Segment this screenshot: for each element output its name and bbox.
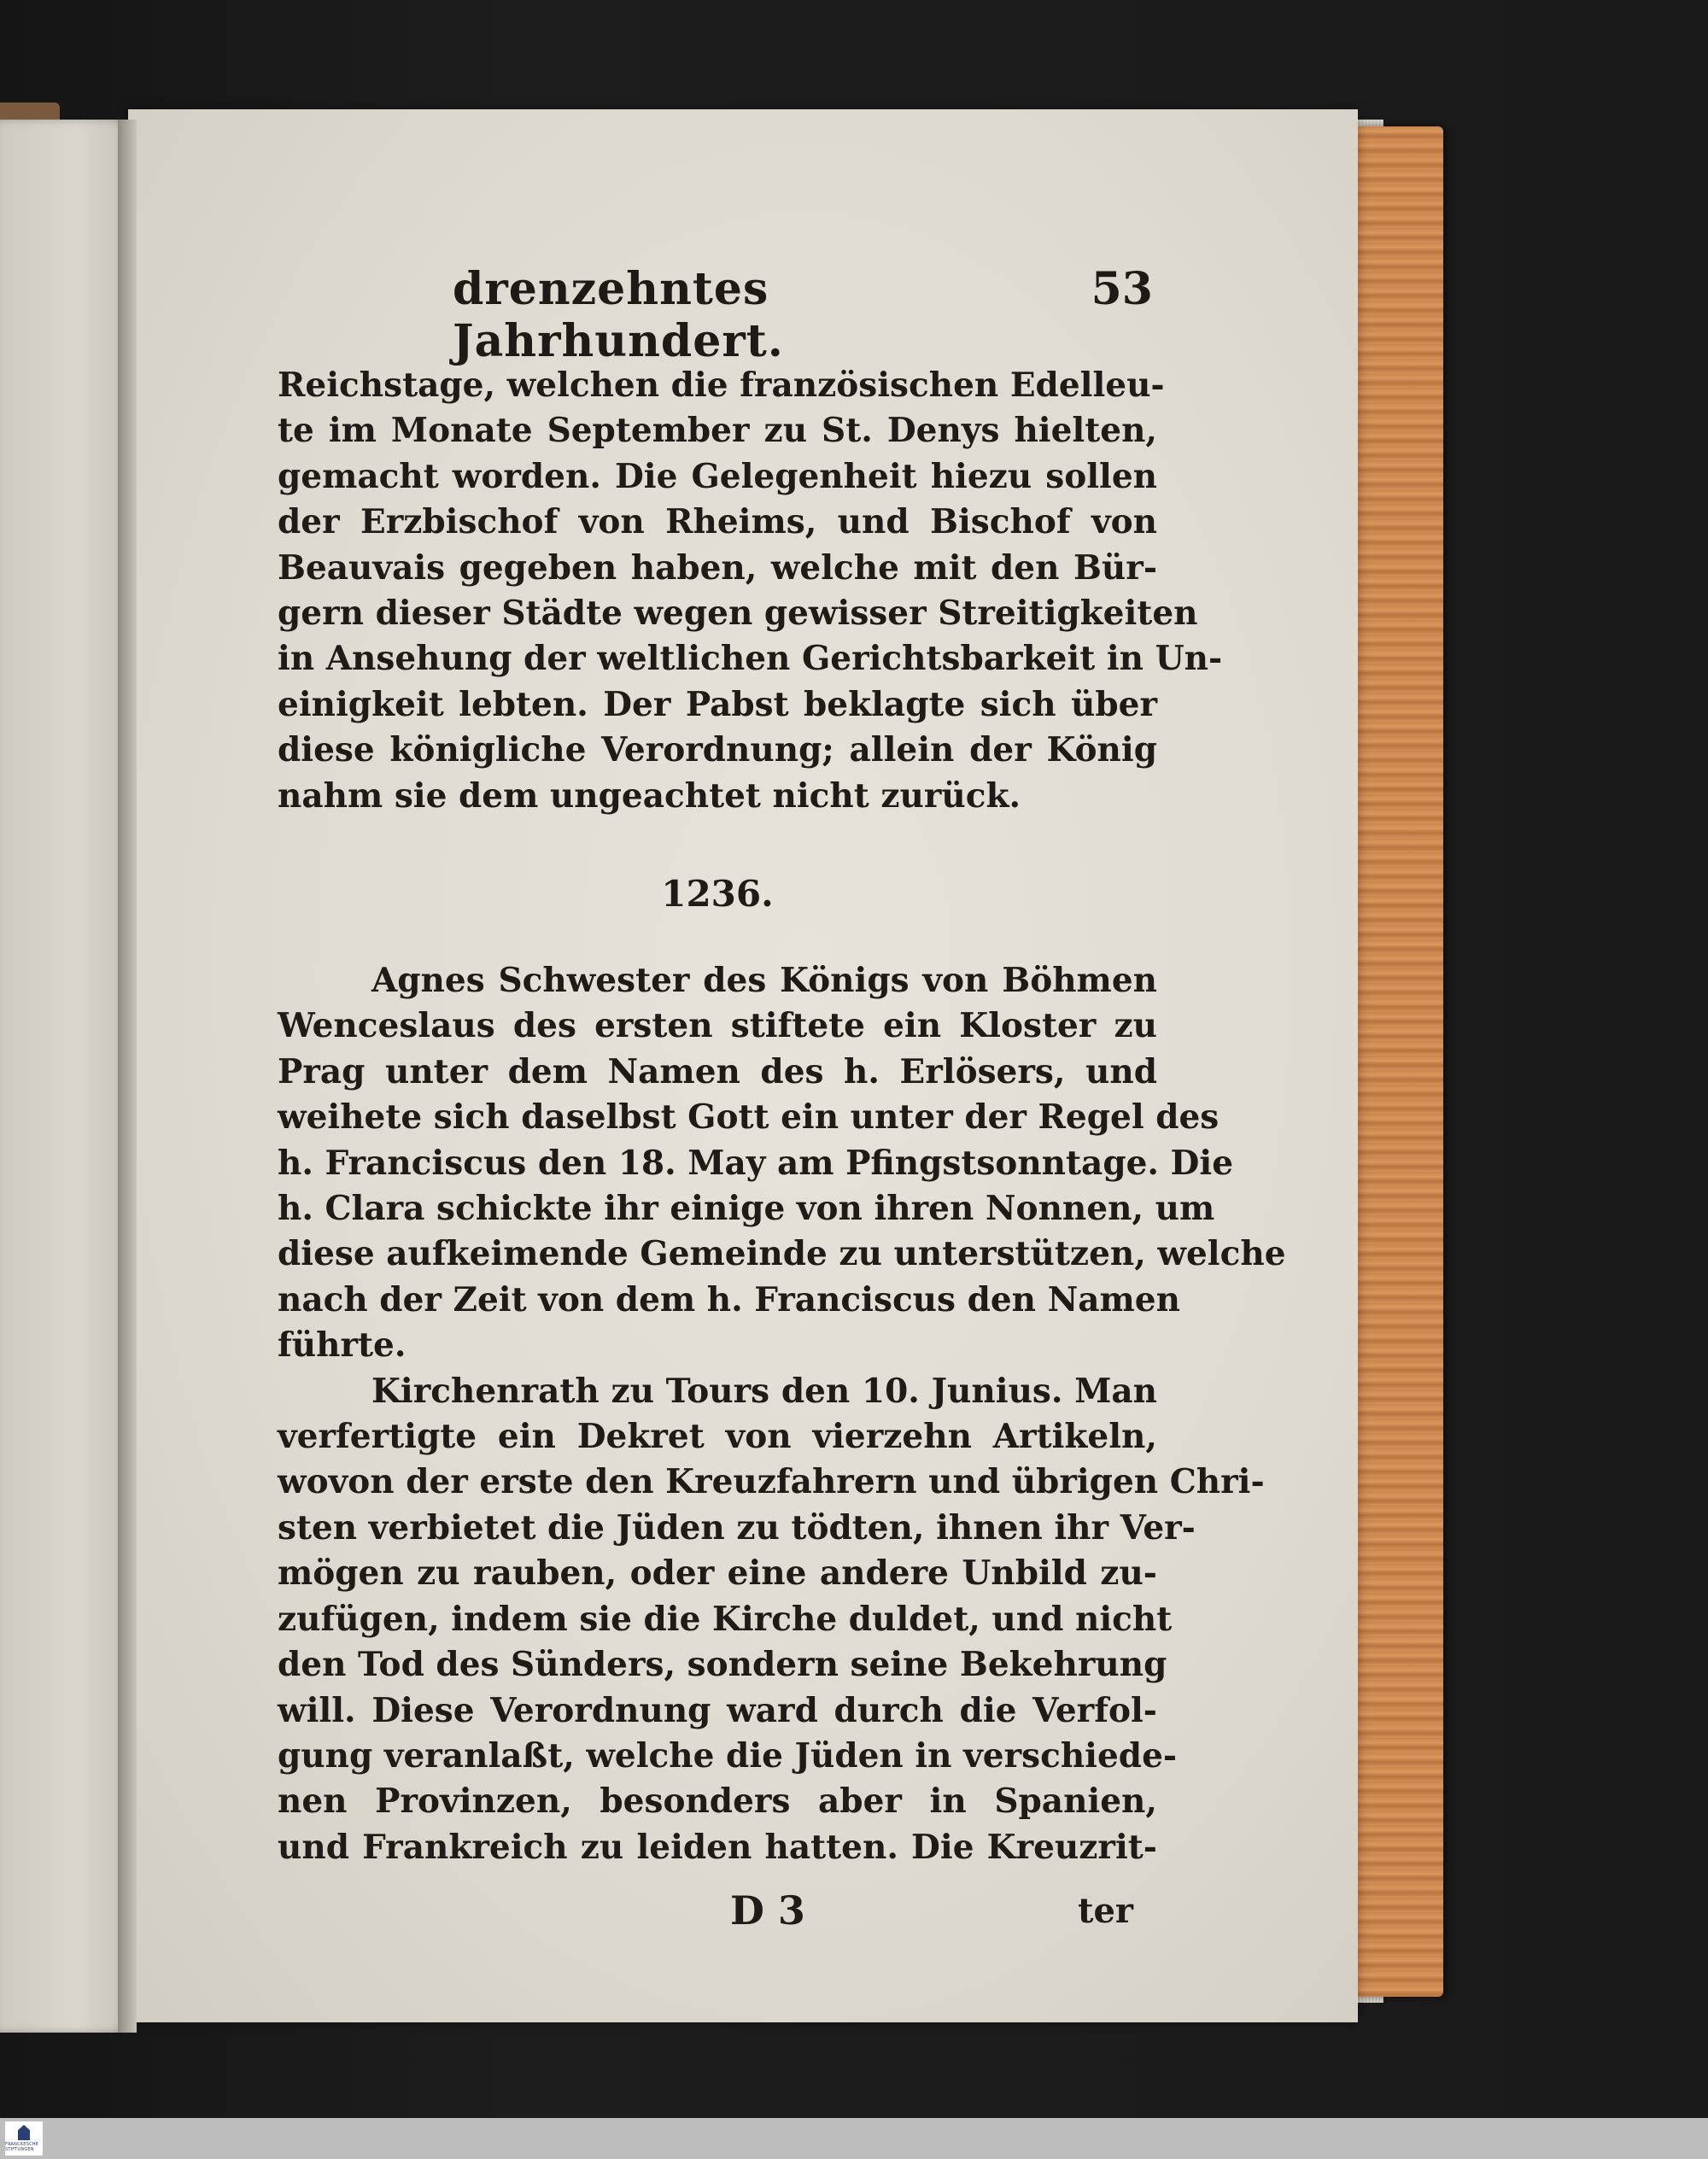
text-line: in Ansehung der weltlichen Gerichtsbarkeit in Un- [278, 639, 1223, 679]
text-line: Reichstage, welchen die französischen Edelleu- [278, 366, 1165, 405]
text-line: der Erzbischof von Rheims, und Bischof von [278, 502, 1157, 542]
book-cover-edge [1354, 126, 1443, 1997]
text-line: den Tod des Sünders, sondern seine Bekehrung [278, 1645, 1167, 1685]
viewer-footer-bar [0, 2118, 1708, 2159]
text-line: nach der Zeit von dem h. Franciscus den Namen [278, 1279, 1180, 1319]
text-line: h. Clara schickte ihr einige von ihren Nonnen, um [278, 1189, 1215, 1229]
paragraph-agnes-and-tours [278, 958, 1286, 1870]
text-line: Kirchenrath zu Tours den 10. Junius. Man [371, 1371, 1157, 1411]
catchword: ter [1078, 1891, 1133, 1931]
text-line: führte. [278, 1325, 407, 1366]
text-line: te im Monate September zu St. Denys hielten, [278, 411, 1157, 451]
text-line: zufügen, indem sie die Kirche duldet, und nicht [278, 1599, 1173, 1639]
text-line: gern dieser Städte wegen gewisser Streitigkeiten [278, 594, 1198, 634]
text-line: einigkeit lebten. Der Pabst beklagte sich über [278, 684, 1157, 724]
text-line: wovon der erste den Kreuzfahrern und übrigen Chri- [278, 1462, 1265, 1502]
text-line: sten verbietet die Jüden zu tödten, ihnen ihr Ver- [278, 1507, 1196, 1548]
text-line: Prag unter dem Namen des h. Erlösers, und [278, 1051, 1157, 1091]
text-line: diese königliche Verordnung; allein der König [278, 730, 1157, 770]
text-line: Wenceslaus des ersten stiftete ein Kloster zu [278, 1006, 1157, 1046]
text-line: nen Provinzen, besonders aber in Spanien, [278, 1782, 1157, 1822]
text-line: diese aufkeimende Gemeinde zu unterstützen, welche [278, 1234, 1286, 1274]
building-icon [18, 2125, 30, 2140]
text-line: nahm sie dem ungeachtet nicht zurück. [278, 775, 1021, 816]
paragraph-reichstage [278, 363, 1223, 819]
text-line: Agnes Schwester des Königs von Böhmen [371, 961, 1157, 1000]
year-heading: 1236. [661, 873, 774, 915]
running-head [453, 263, 1161, 367]
left-facing-page [0, 120, 128, 2033]
text-line: Beauvais gegeben haben, welche mit den Bür- [278, 547, 1157, 588]
text-line: weihete sich daselbst Gott ein unter der Regel des [278, 1097, 1220, 1138]
institution-logo[interactable] [5, 2121, 43, 2156]
text-line: h. Franciscus den 18. May am Pfingstsonntage. Die [278, 1143, 1234, 1183]
text-line: verfertigte ein Dekret von vierzehn Artikeln, [278, 1417, 1157, 1457]
text-line: will. Diese Verordnung ward durch die Verfol- [278, 1690, 1157, 1730]
text-line: gung veranlaßt, welche die Jüden in verschiede- [278, 1735, 1178, 1776]
text-line: gemacht worden. Die Gelegenheit hiezu sollen [278, 456, 1157, 496]
text-line: und Frankreich zu leiden hatten. Die Kreuzrit- [278, 1827, 1157, 1867]
running-title: drenzehntes Jahrhundert. [453, 263, 784, 367]
logo-text: FRANCKESCHE STIFTUNGEN [5, 2142, 39, 2152]
page-gutter [118, 120, 137, 2033]
text-line: mögen zu rauben, oder eine andere Unbild zu- [278, 1553, 1157, 1594]
page-number: 53 [1091, 263, 1153, 315]
signature-mark: D 3 [730, 1887, 805, 1934]
